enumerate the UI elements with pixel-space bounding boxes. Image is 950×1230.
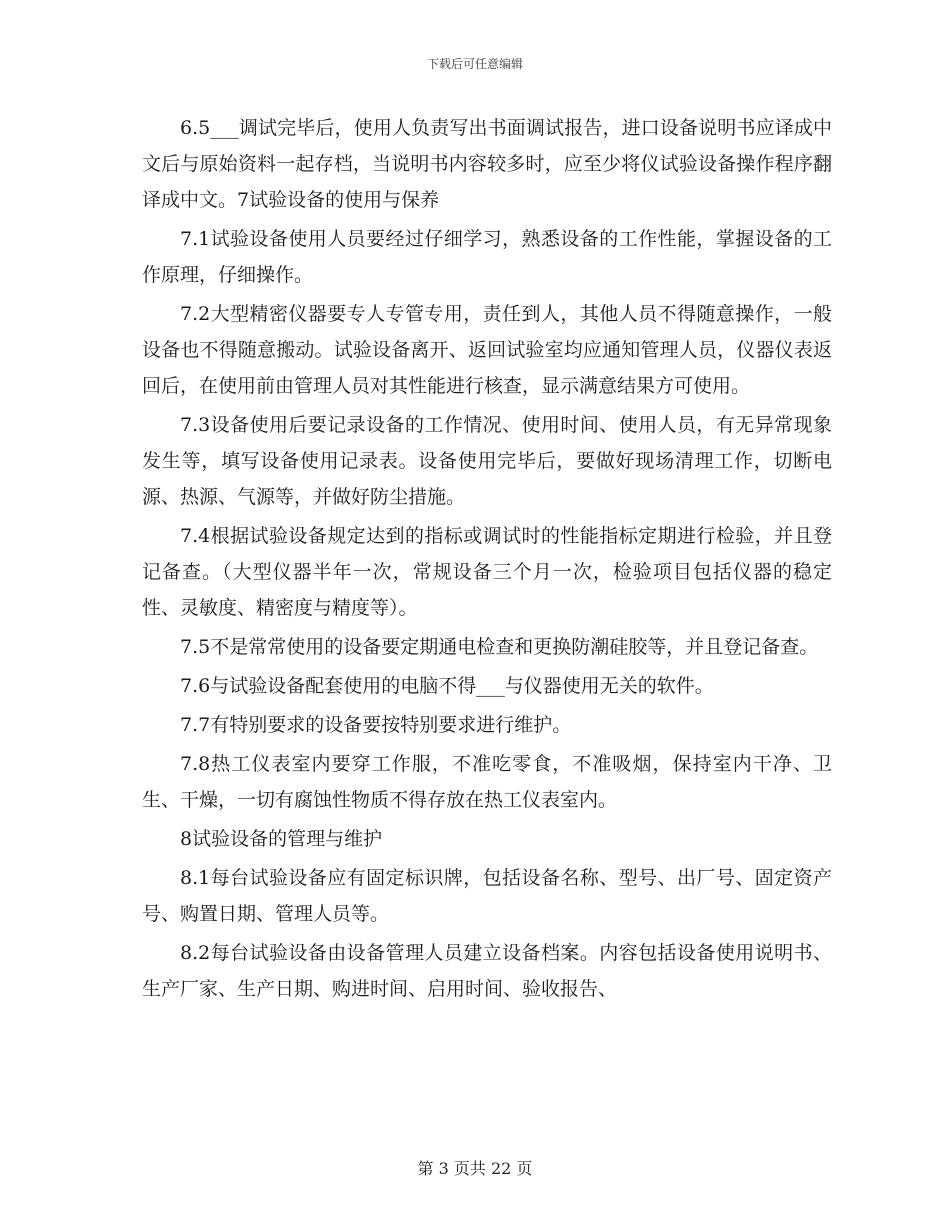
paragraph-7-4: 7.4根据试验设备规定达到的指标或调试时的性能指标定期进行检验，并且登记备查。（大型仪器半年一次，常规设备三个月一次，检验项目包括仪器的稳定性、灵敏度、精密度与精度等）。 [142, 525, 832, 619]
section-heading-8: 8试验设备的管理与维护 [180, 828, 383, 850]
paragraph-7-1: 7.1试验设备使用人员要经过仔细学习，熟悉设备的工作性能，掌握设备的工作原理，仔细操作。 [142, 228, 832, 286]
paragraph-7-8: 7.8热工仪表室内要穿工作服，不准吃零食，不准吸烟，保持室内干净、卫生、干燥，一切有腐蚀性物质不得存放在热工仪表室内。 [142, 753, 832, 811]
paragraph-8-1: 8.1每台试验设备应有固定标识牌，包括设备名称、型号、出厂号、固定资产号、购置日期、管理人员等。 [142, 867, 832, 925]
paragraph-7-2: 7.2大型精密仪器要专人专管专用，责任到人，其他人员不得随意操作，一般设备也不得随意搬动。试验设备离开、返回试验室均应通知管理人员，仪器仪表返回后，在使用前由管理人员对其性能进行核查，显示满意结果方可使用。 [142, 303, 832, 397]
paragraph-7-7: 7.7有特别要求的设备要按特别要求进行维护。 [180, 714, 572, 736]
document-body [142, 110, 832, 1010]
paragraph-7-6: 7.6与试验设备配套使用的电脑不得___与仪器使用无关的软件。 [180, 675, 714, 697]
page-header: 下载后可任意编辑 [426, 57, 523, 71]
page-footer: 第 3 页共 22 页 [417, 1159, 533, 1178]
paragraph-8-2: 8.2每台试验设备由设备管理人员建立设备档案。内容包括设备使用说明书、生产厂家、生产日期、购进时间、启用时间、验收报告、 [142, 942, 832, 1000]
paragraph-7-5: 7.5不是常常使用的设备要定期通电检查和更换防潮硅胶等，并且登记备查。 [180, 636, 819, 658]
paragraph-7-3: 7.3设备使用后要记录设备的工作情况、使用时间、使用人员，有无异常现象发生等，填写设备使用记录表。设备使用完毕后，要做好现场清理工作，切断电源、热源、气源等，并做好防尘措施。 [142, 414, 832, 508]
paragraph-6-5: 6.5___调试完毕后，使用人负责写出书面调试报告，进口设备说明书应译成中文后与原始资料一起存档，当说明书内容较多时，应至少将仪试验设备操作程序翻译成中文。7试验设备的使用与保养 [142, 117, 832, 211]
